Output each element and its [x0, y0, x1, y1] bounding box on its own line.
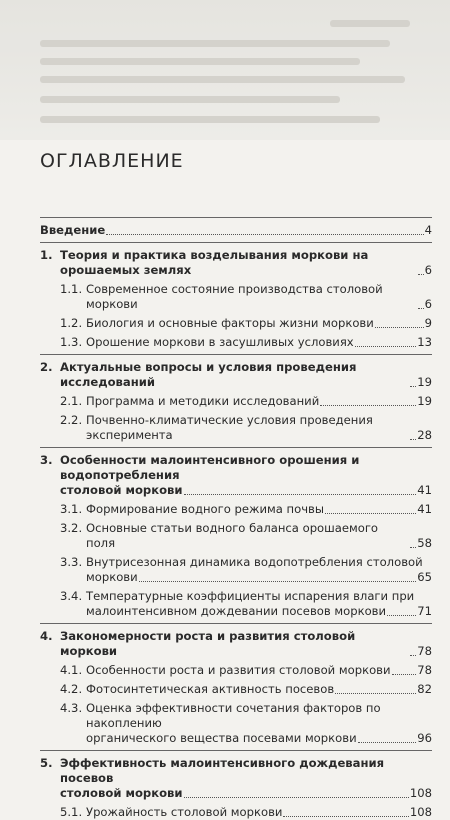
- entry-number: 2.1.: [60, 394, 83, 408]
- toc-subsection-entry: [40, 413, 432, 443]
- entry-line: [86, 502, 432, 517]
- toc-subsection-entry: [40, 335, 432, 350]
- toc-section-entry: [40, 756, 432, 801]
- entry-number: 3.4.: [60, 589, 83, 603]
- section-divider: [40, 217, 432, 218]
- page-number: 6: [424, 297, 432, 311]
- section-divider: [40, 354, 432, 355]
- entry-body: [60, 453, 432, 498]
- entry-number: 1.1.: [60, 282, 83, 296]
- leader-dots: [106, 234, 423, 235]
- toc-subsection-entry: [40, 663, 432, 678]
- entry-line: [60, 756, 432, 786]
- toc-section-entry: [40, 360, 432, 390]
- entry-title: столовой моркови: [60, 786, 183, 800]
- entry-title: Эффективность малоинтенсивного дождевания посевов: [60, 756, 385, 785]
- entry-title: Температурные коэффициенты испарения влаги при: [86, 589, 415, 603]
- entry-number: 2.2.: [60, 413, 83, 427]
- entry-line: [86, 589, 432, 604]
- leader-dots: [392, 674, 417, 675]
- entry-number: 5.1.: [60, 805, 83, 819]
- toc-subsection-entry: [40, 682, 432, 697]
- entry-title: малоинтенсивном дождевании посевов моркови: [86, 604, 387, 618]
- toc-subsection-entry: [40, 316, 432, 331]
- toc-subsection-entry: [40, 502, 432, 517]
- page-number: 108: [409, 805, 432, 819]
- page-title: ОГЛАВЛЕНИЕ: [40, 150, 184, 172]
- entry-line: [86, 413, 432, 443]
- entry-number: 4.1.: [60, 663, 83, 677]
- leader-dots: [184, 797, 409, 798]
- page-number: 65: [417, 570, 432, 584]
- entry-body: [60, 629, 432, 659]
- entry-line: [86, 521, 432, 551]
- toc-subsection-entry: [40, 805, 432, 820]
- entry-line: [86, 604, 432, 619]
- entry-body: [86, 394, 432, 409]
- entry-title: Особенности роста и развития столовой моркови: [86, 663, 391, 677]
- entry-number: 3.2.: [60, 521, 83, 535]
- entry-body: [86, 589, 432, 619]
- entry-line: [86, 701, 432, 731]
- leader-dots: [410, 655, 416, 656]
- page-number: 71: [417, 604, 432, 618]
- toc-subsection-entry: [40, 282, 432, 312]
- entry-body: [86, 282, 432, 312]
- entry-line: [60, 629, 432, 659]
- toc-subsection-entry: [40, 555, 432, 585]
- entry-line: [60, 248, 432, 278]
- leader-dots: [418, 274, 424, 275]
- page-number: 28: [417, 428, 432, 442]
- entry-title: Почвенно-климатические условия проведения эксперимента: [86, 413, 373, 442]
- entry-title: Орошение моркови в засушливых условиях: [86, 335, 354, 349]
- entry-body: [60, 248, 432, 278]
- entry-title: Оценка эффективности сочетания факторов по накоплению: [86, 701, 381, 730]
- entry-title: моркови: [86, 570, 138, 584]
- leader-dots: [358, 742, 417, 743]
- toc-section-entry: [40, 453, 432, 498]
- entry-number: 4.: [40, 629, 53, 643]
- entry-line: [86, 282, 432, 312]
- toc-subsection-entry: [40, 521, 432, 551]
- bleed-through-text: [0, 0, 450, 140]
- leader-dots: [325, 513, 416, 514]
- leader-dots: [139, 581, 417, 582]
- toc-intro-entry: [40, 223, 432, 238]
- entry-number: 3.1.: [60, 502, 83, 516]
- section-divider: [40, 242, 432, 243]
- toc-section-entry: [40, 248, 432, 278]
- entry-title: Основные статьи водного баланса орошаемого поля: [86, 521, 379, 550]
- page-number: 9: [424, 316, 432, 330]
- leader-dots: [283, 816, 408, 817]
- leader-dots: [335, 693, 416, 694]
- entry-title: Внутрисезонная динамика водопотребления столовой: [86, 555, 423, 569]
- entry-title: Урожайность столовой моркови: [86, 805, 283, 819]
- page-number: 41: [417, 502, 432, 516]
- page-number: 58: [417, 536, 432, 550]
- entry-title: органического вещества посевами моркови: [86, 731, 357, 745]
- entry-title: Фотосинтетическая активность посевов: [86, 682, 335, 696]
- entry-body: [60, 756, 432, 801]
- entry-number: 1.2.: [60, 316, 83, 330]
- leader-dots: [184, 494, 417, 495]
- entry-line: [86, 555, 432, 570]
- entry-line: [60, 360, 432, 390]
- entry-body: [86, 316, 432, 331]
- entry-title: Современное состояние производства столовой моркови: [86, 282, 383, 311]
- page-number: 19: [417, 375, 432, 389]
- entry-title: Особенности малоинтенсивного орошения и водопотребления: [60, 453, 360, 482]
- entry-line: [86, 316, 432, 331]
- entry-title: Введение: [40, 223, 106, 237]
- toc-subsection-entry: [40, 394, 432, 409]
- entry-number: 3.3.: [60, 555, 83, 569]
- entry-line: [86, 682, 432, 697]
- page-number: 108: [409, 786, 432, 800]
- entry-body: [86, 805, 432, 820]
- page-number: 78: [417, 663, 432, 677]
- entry-body: [86, 502, 432, 517]
- toc-section-entry: [40, 629, 432, 659]
- page-number: 41: [417, 483, 432, 497]
- page-number: 6: [424, 263, 432, 277]
- leader-dots: [355, 346, 417, 347]
- section-divider: [40, 750, 432, 751]
- entry-line: [86, 731, 432, 746]
- entry-body: [86, 682, 432, 697]
- page-number: 19: [417, 394, 432, 408]
- entry-line: [60, 453, 432, 483]
- entry-line: [86, 805, 432, 820]
- entry-number: 2.: [40, 360, 53, 374]
- entry-title: Актуальные вопросы и условия проведения исследований: [60, 360, 357, 389]
- table-of-contents: [40, 213, 432, 820]
- entry-body: [60, 360, 432, 390]
- entry-number: 4.2.: [60, 682, 83, 696]
- leader-dots: [418, 308, 424, 309]
- page-number: 13: [417, 335, 432, 349]
- entry-body: [86, 555, 432, 585]
- entry-body: [86, 663, 432, 678]
- entry-title: столовой моркови: [60, 483, 183, 497]
- entry-body: [86, 413, 432, 443]
- entry-number: 1.: [40, 248, 53, 262]
- entry-title: Теория и практика возделывания моркови на орошаемых землях: [60, 248, 369, 277]
- entry-line: [86, 663, 432, 678]
- leader-dots: [410, 386, 416, 387]
- leader-dots: [410, 439, 416, 440]
- entry-line: [86, 335, 432, 350]
- entry-title: Закономерности роста и развития столовой моркови: [60, 629, 356, 658]
- page-number: 96: [417, 731, 432, 745]
- entry-line: [40, 223, 432, 238]
- entry-number: 1.3.: [60, 335, 83, 349]
- entry-number: 4.3.: [60, 701, 83, 715]
- section-divider: [40, 447, 432, 448]
- entry-body: [86, 335, 432, 350]
- entry-number: 5.: [40, 756, 53, 770]
- leader-dots: [387, 615, 416, 616]
- leader-dots: [410, 547, 416, 548]
- entry-line: [86, 394, 432, 409]
- entry-line: [60, 786, 432, 801]
- entry-line: [60, 483, 432, 498]
- page-number: 4: [424, 223, 432, 237]
- entry-number: 3.: [40, 453, 53, 467]
- entry-line: [86, 570, 432, 585]
- page-number: 78: [417, 644, 432, 658]
- entry-title: Программа и методики исследований: [86, 394, 320, 408]
- leader-dots: [375, 327, 424, 328]
- page-number: 82: [417, 682, 432, 696]
- section-divider: [40, 623, 432, 624]
- entry-title: Биология и основные факторы жизни моркови: [86, 316, 374, 330]
- toc-subsection-entry: [40, 589, 432, 619]
- leader-dots: [320, 405, 416, 406]
- entry-title: Формирование водного режима почвы: [86, 502, 325, 516]
- entry-body: [86, 521, 432, 551]
